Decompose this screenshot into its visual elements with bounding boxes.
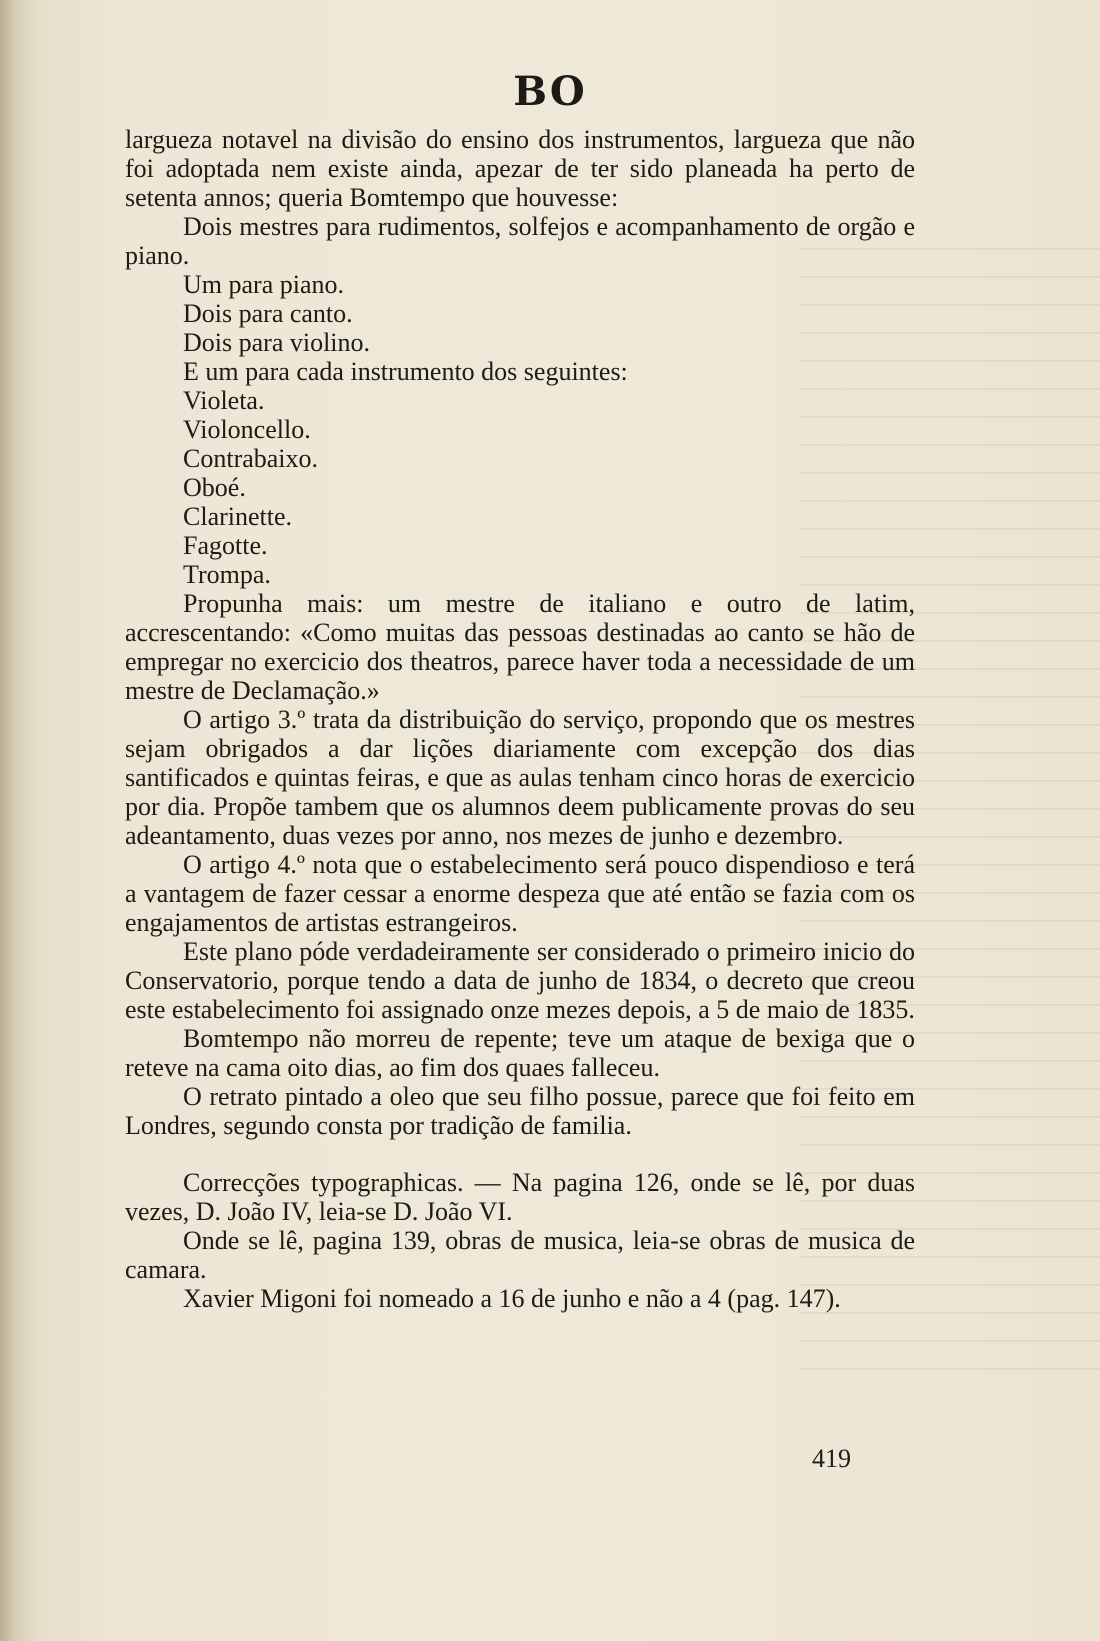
page-header: BO [513, 68, 587, 115]
list-item: Fagotte. [183, 531, 268, 560]
correction-paragraph: Correcções typographicas. — Na pagina 126, onde se lê, por duas vezes, D. João IV, leia-se D. João VI. [125, 1168, 915, 1226]
list-item: Clarinette. [183, 502, 293, 531]
paragraph: O retrato pintado a oleo que seu filho possue, parece que foi feito em Londres, segundo consta por tradição de familia. [125, 1082, 915, 1140]
body-text [125, 125, 915, 1313]
paragraph: Propunha mais: um mestre de italiano e outro de latim, accrescentando: «Como muitas das pessoas destinadas ao canto se hão de empregar no exercicio dos theatros, parece haver toda a necessidade de um mestre de Declamação.» [125, 589, 915, 705]
list-item: Violeta. [183, 386, 265, 415]
paragraph: Dois mestres para rudimentos, solfejos e acompanhamento de orgão e piano. [125, 212, 915, 270]
correction-paragraph: Onde se lê, pagina 139, obras de musica, leia-se obras de musica de camara. [125, 1226, 915, 1284]
paragraph: Este plano póde verdadeiramente ser considerado o primeiro inicio do Conservatorio, porque tendo a data de junho de 1834, o decreto que creou este estabelecimento foi assignado onze mezes depois, a 5 de maio de 1835. [125, 937, 915, 1024]
list-item: Oboé. [183, 473, 246, 502]
list-item: Dois para canto. [183, 299, 353, 328]
list-item: Trompa. [183, 560, 271, 589]
list-item: E um para cada instrumento dos seguintes: [183, 357, 628, 386]
paragraph: O artigo 4.º nota que o estabelecimento será pouco dispendioso e terá a vantagem de fazer cessar a enorme despeza que até então se fazia com os engajamentos de artistas estrangeiros. [125, 850, 915, 937]
paragraph: largueza notavel na divisão do ensino dos instrumentos, largueza que não foi adoptada nem existe ainda, apezar de ter sido planeada ha perto de setenta annos; queria Bomtempo que houvesse: [125, 125, 915, 212]
section-gap [125, 1140, 915, 1168]
list-item: Um para piano. [183, 270, 345, 299]
list-item: Violoncello. [183, 415, 311, 444]
paragraph: O artigo 3.º trata da distribuição do serviço, propondo que os mestres sejam obrigados a dar lições diariamente com excepção dos dias santificados e quintas feiras, e que as aulas tenham cinco horas de exercicio por dia. Propõe tambem que os alumnos deem publicamente provas do seu adeantamento, duas vezes por anno, nos mezes de junho e dezembro. [125, 705, 915, 850]
list-item: Dois para violino. [183, 328, 371, 357]
page-number: 419 [812, 1444, 851, 1473]
correction-paragraph: Xavier Migoni foi nomeado a 16 de junho e não a 4 (pag. 147). [183, 1284, 841, 1313]
paragraph: Bomtempo não morreu de repente; teve um ataque de bexiga que o reteve na cama oito dias, ao fim dos quaes falleceu. [125, 1024, 915, 1082]
list-item: Contrabaixo. [183, 444, 319, 473]
